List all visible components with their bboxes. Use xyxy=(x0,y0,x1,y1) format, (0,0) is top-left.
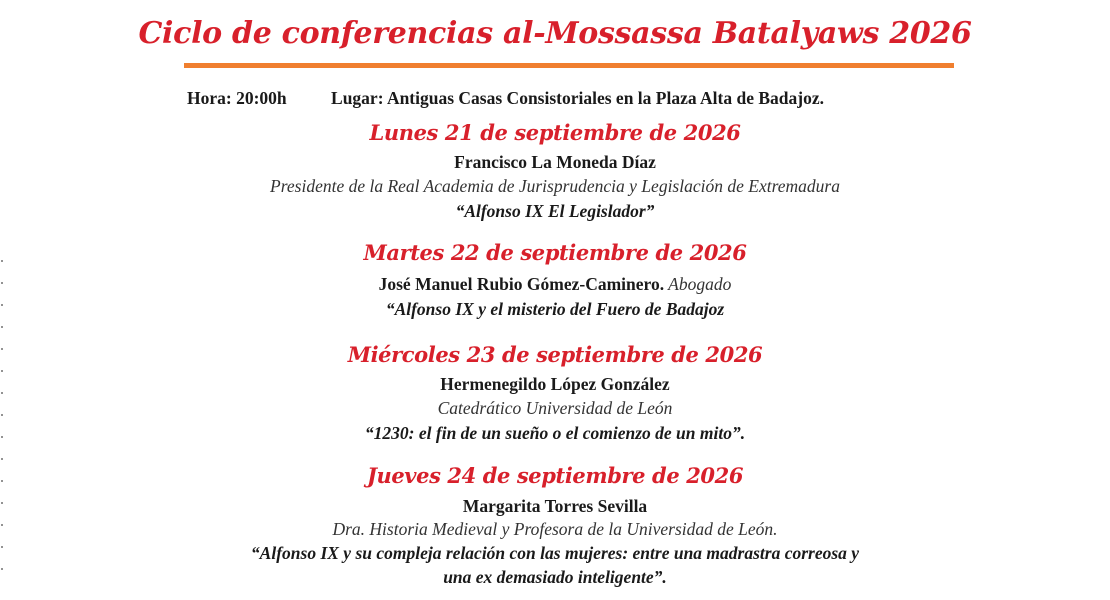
event-1-talk: “Alfonso IX El Legislador” xyxy=(455,201,655,221)
event-3-speaker: Hermenegildo López González xyxy=(440,374,670,394)
event-3-role: Catedrático Universidad de León xyxy=(437,398,673,418)
event-2-date: Martes 22 de septiembre de 2026 xyxy=(363,240,747,265)
event-4-talk-line-1: “Alfonso IX y su compleja relación con las mujeres: entre una madrastra correosa y xyxy=(250,543,860,563)
margin-dots xyxy=(0,250,4,580)
event-1-speaker: Francisco La Moneda Díaz xyxy=(454,152,656,172)
event-2-talk: “Alfonso IX y el misterio del Fuero de Badajoz xyxy=(385,299,725,319)
event-2-speaker: José Manuel Rubio Gómez-Caminero. xyxy=(378,274,665,294)
event-2-speaker-line xyxy=(0,274,1110,295)
event-3-talk: “1230: el fin de un sueño o el comienzo de un mito”. xyxy=(364,423,746,443)
event-1-date: Lunes 21 de septiembre de 2026 xyxy=(369,120,741,145)
event-4-date: Jueves 24 de septiembre de 2026 xyxy=(366,463,744,488)
event-3-date: Miércoles 23 de septiembre de 2026 xyxy=(347,342,763,367)
programme-title: Ciclo de conferencias al-Mossassa Batalyaws 2026 xyxy=(138,16,972,51)
event-2-role: Abogado xyxy=(664,274,732,294)
venue-label: Lugar: Antiguas Casas Consistoriales en la Plaza Alta de Badajoz. xyxy=(331,88,824,108)
time-label: Hora: 20:00h xyxy=(187,88,287,108)
event-1-role: Presidente de la Real Academia de Jurisprudencia y Legislación de Extremadura xyxy=(270,176,840,196)
title-divider xyxy=(184,63,954,68)
venue-info xyxy=(187,88,967,109)
event-4-speaker: Margarita Torres Sevilla xyxy=(462,496,648,516)
event-4-talk-line-2: una ex demasiado inteligente”. xyxy=(443,567,667,587)
event-4-role: Dra. Historia Medieval y Profesora de la Universidad de León. xyxy=(332,519,778,539)
